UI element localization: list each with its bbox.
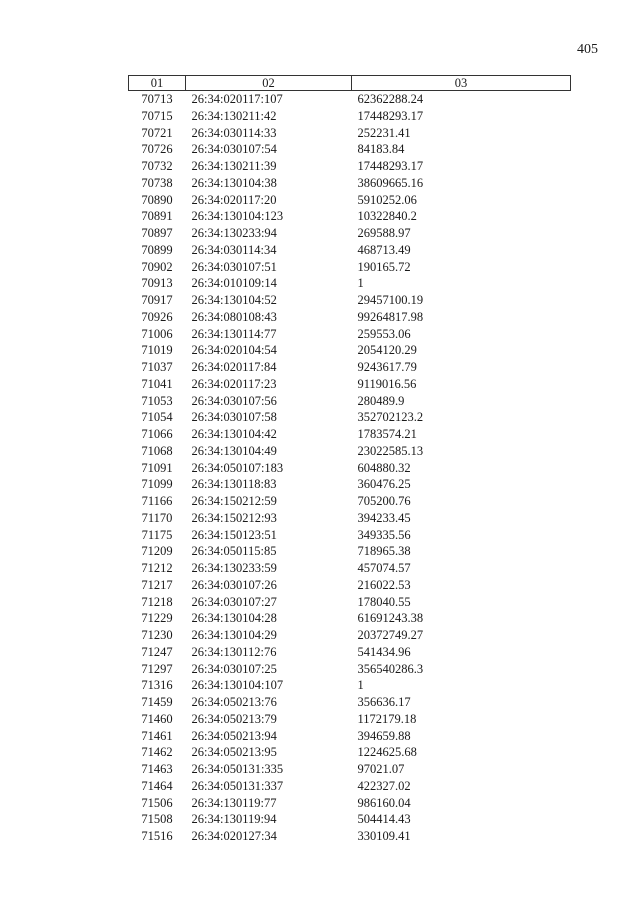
value-cell: 17448293.17 — [357, 108, 424, 123]
cadastral-number-cell: 26:34:020117:23 — [191, 376, 277, 391]
table-row — [129, 91, 571, 108]
row-number-cell: 71316 — [141, 678, 173, 693]
row-number-cell: 70721 — [141, 125, 173, 140]
cadastral-number-cell: 26:34:130104:38 — [191, 175, 277, 190]
cadastral-number-cell: 26:34:030107:26 — [191, 577, 277, 592]
row-number-cell: 71463 — [141, 762, 173, 776]
table-row — [129, 527, 571, 544]
value-cell: 17448293.17 — [357, 159, 424, 173]
row-number-cell: 71053 — [141, 393, 173, 408]
cadastral-number-cell: 26:34:030107:25 — [191, 661, 277, 676]
row-number-cell: 71175 — [141, 527, 173, 542]
row-number-cell: 71297 — [141, 661, 173, 676]
table-row — [129, 125, 571, 142]
cadastral-number-cell: 26:34:150212:59 — [191, 494, 277, 508]
value-cell: 23022585.13 — [357, 443, 424, 458]
table-row — [129, 108, 571, 125]
row-number-cell: 71068 — [141, 443, 173, 458]
row-number-cell: 70713 — [141, 92, 173, 106]
cadastral-number-cell: 26:34:130104:107 — [191, 678, 284, 693]
row-number-cell: 71209 — [141, 544, 173, 559]
table-row — [129, 795, 571, 812]
cadastral-number-cell: 26:34:130233:94 — [191, 226, 277, 240]
value-cell: 252231.41 — [357, 125, 411, 140]
table-row — [129, 560, 571, 577]
cadastral-number-cell: 26:34:050115:85 — [191, 544, 277, 559]
cadastral-number-cell: 26:34:130104:52 — [191, 293, 277, 307]
cadastral-number-cell: 26:34:030107:56 — [191, 393, 277, 408]
value-cell: 356540286.3 — [357, 661, 424, 676]
table-row — [129, 543, 571, 560]
column-header-02: 02 — [186, 76, 352, 91]
row-number-cell: 71091 — [141, 460, 173, 475]
row-number-cell: 70913 — [141, 276, 173, 291]
table-row — [129, 610, 571, 627]
row-number-cell: 71508 — [141, 812, 173, 827]
value-cell: 986160.04 — [357, 795, 411, 810]
cadastral-number-cell: 26:34:130114:77 — [191, 326, 277, 341]
cadastral-number-cell: 26:34:130118:83 — [191, 477, 277, 492]
table-row — [129, 309, 571, 326]
table-row — [129, 711, 571, 728]
row-number-cell: 71459 — [141, 695, 173, 709]
value-cell: 356636.17 — [357, 695, 411, 709]
value-cell: 330109.41 — [357, 829, 411, 843]
cadastral-number-cell: 26:34:130233:59 — [191, 561, 277, 575]
table-row — [129, 141, 571, 158]
cadastral-number-cell: 26:34:130211:39 — [191, 159, 277, 173]
value-cell: 422327.02 — [357, 778, 411, 793]
value-cell: 61691243.38 — [357, 611, 424, 626]
value-cell: 604880.32 — [357, 460, 411, 475]
table-row — [129, 778, 571, 795]
cadastral-number-cell: 26:34:130104:123 — [191, 209, 284, 224]
cadastral-number-cell: 26:34:050213:79 — [191, 711, 277, 726]
cadastral-number-cell: 26:34:130119:94 — [191, 812, 277, 827]
value-cell: 62362288.24 — [357, 92, 424, 106]
row-number-cell: 70917 — [141, 293, 173, 307]
cadastral-number-cell: 26:34:150123:51 — [191, 527, 277, 542]
value-cell: 269588.97 — [357, 226, 411, 240]
cadastral-number-cell: 26:34:030107:58 — [191, 410, 277, 425]
value-cell: 1224625.68 — [357, 745, 417, 760]
table-row — [129, 828, 571, 845]
row-number-cell: 71037 — [141, 360, 173, 374]
value-cell: 190165.72 — [357, 259, 411, 274]
value-cell: 84183.84 — [357, 142, 405, 157]
table-row — [129, 409, 571, 426]
cadastral-number-cell: 26:34:050131:335 — [191, 762, 284, 776]
row-number-cell: 70926 — [141, 309, 173, 324]
table-row — [129, 627, 571, 644]
row-number-cell: 71461 — [141, 728, 173, 743]
table-row — [129, 443, 571, 460]
table-row — [129, 677, 571, 694]
cadastral-number-cell: 26:34:130119:77 — [191, 795, 277, 810]
table-row — [129, 510, 571, 527]
table-row — [129, 744, 571, 761]
row-number-cell: 71462 — [141, 745, 173, 760]
row-number-cell: 70890 — [141, 192, 173, 207]
table-row — [129, 811, 571, 828]
cadastral-number-cell: 26:34:050213:76 — [191, 695, 277, 709]
cadastral-number-cell: 26:34:030107:54 — [191, 142, 277, 157]
table-row — [129, 594, 571, 611]
value-cell: 20372749.27 — [357, 628, 424, 642]
table-row — [129, 476, 571, 493]
table-row — [129, 158, 571, 175]
value-cell: 9243617.79 — [357, 360, 417, 374]
value-cell: 541434.96 — [357, 644, 411, 659]
cadastral-number-cell: 26:34:080108:43 — [191, 309, 277, 324]
row-number-cell: 71506 — [141, 795, 173, 810]
cadastral-number-cell: 26:34:050131:337 — [191, 778, 284, 793]
row-number-cell: 71218 — [141, 594, 173, 609]
row-number-cell: 71212 — [141, 561, 173, 575]
value-cell: 97021.07 — [357, 762, 405, 776]
table-row — [129, 694, 571, 711]
table-body — [129, 91, 571, 845]
cadastral-number-cell: 26:34:050107:183 — [191, 460, 284, 475]
value-cell: 10322840.2 — [357, 209, 417, 224]
table-row — [129, 275, 571, 292]
value-cell: 1172179.18 — [357, 711, 417, 726]
cadastral-number-cell: 26:34:130104:28 — [191, 611, 277, 626]
table-row — [129, 728, 571, 745]
cadastral-number-cell: 26:34:010109:14 — [191, 276, 277, 291]
table-row — [129, 259, 571, 276]
value-cell: 1 — [357, 276, 364, 291]
data-table — [128, 75, 571, 845]
value-cell: 394233.45 — [357, 510, 411, 525]
cadastral-number-cell: 26:34:130104:29 — [191, 628, 277, 642]
column-header-03: 03 — [352, 76, 571, 91]
row-number-cell: 71019 — [141, 343, 173, 358]
cadastral-number-cell: 26:34:030114:33 — [191, 125, 277, 140]
row-number-cell: 71041 — [141, 376, 173, 391]
value-cell: 178040.55 — [357, 594, 411, 609]
row-number-cell: 70738 — [141, 175, 173, 190]
value-cell: 718965.38 — [357, 544, 411, 559]
table-row — [129, 577, 571, 594]
table-row — [129, 208, 571, 225]
cadastral-number-cell: 26:34:050213:95 — [191, 745, 277, 760]
cadastral-number-cell: 26:34:130211:42 — [191, 108, 277, 123]
value-cell: 2054120.29 — [357, 343, 417, 358]
table-row — [129, 359, 571, 376]
value-cell: 394659.88 — [357, 728, 411, 743]
value-cell: 9119016.56 — [357, 376, 417, 391]
table-row — [129, 393, 571, 410]
value-cell: 504414.43 — [357, 812, 411, 827]
table-row — [129, 242, 571, 259]
value-cell: 29457100.19 — [357, 293, 424, 307]
row-number-cell: 71006 — [141, 326, 173, 341]
table-row — [129, 225, 571, 242]
value-cell: 360476.25 — [357, 477, 411, 492]
value-cell: 705200.76 — [357, 494, 411, 508]
table-row — [129, 342, 571, 359]
cadastral-number-cell: 26:34:020104:54 — [191, 343, 277, 358]
table-row — [129, 661, 571, 678]
row-number-cell: 70732 — [141, 159, 173, 173]
table-row — [129, 175, 571, 192]
cadastral-number-cell: 26:34:130104:49 — [191, 443, 277, 458]
value-cell: 349335.56 — [357, 527, 411, 542]
table-row — [129, 426, 571, 443]
table-row — [129, 292, 571, 309]
cadastral-number-cell: 26:34:020117:107 — [191, 92, 283, 106]
table-row — [129, 326, 571, 343]
value-cell: 5910252.06 — [357, 192, 417, 207]
row-number-cell: 71230 — [141, 628, 173, 642]
cadastral-number-cell: 26:34:020117:84 — [191, 360, 277, 374]
row-number-cell: 71460 — [141, 711, 173, 726]
row-number-cell: 71054 — [141, 410, 173, 425]
row-number-cell: 71170 — [141, 510, 173, 525]
cadastral-number-cell: 26:34:130104:42 — [191, 427, 277, 441]
row-number-cell: 70897 — [141, 226, 173, 240]
row-number-cell: 71099 — [141, 477, 173, 492]
table-row — [129, 192, 571, 209]
page-number: 405 — [577, 42, 598, 57]
table-row — [129, 460, 571, 477]
column-header-01: 01 — [129, 76, 186, 91]
cadastral-number-cell: 26:34:050213:94 — [191, 728, 277, 743]
cadastral-number-cell: 26:34:030114:34 — [191, 242, 277, 257]
row-number-cell: 70726 — [141, 142, 173, 157]
row-number-cell: 71217 — [141, 577, 173, 592]
value-cell: 1783574.21 — [357, 427, 417, 441]
value-cell: 352702123.2 — [357, 410, 424, 425]
value-cell: 216022.53 — [357, 577, 411, 592]
cadastral-number-cell: 26:34:030107:51 — [191, 259, 277, 274]
cadastral-number-cell: 26:34:020117:20 — [191, 192, 277, 207]
row-number-cell: 71066 — [141, 427, 173, 441]
table-row — [129, 376, 571, 393]
row-number-cell: 71516 — [141, 829, 173, 843]
cadastral-number-cell: 26:34:030107:27 — [191, 594, 277, 609]
value-cell: 468713.49 — [357, 242, 411, 257]
table-header-row — [129, 76, 571, 91]
value-cell: 38609665.16 — [357, 175, 424, 190]
row-number-cell: 70899 — [141, 242, 173, 257]
row-number-cell: 71229 — [141, 611, 173, 626]
table-row — [129, 644, 571, 661]
value-cell: 457074.57 — [357, 561, 411, 575]
value-cell: 259553.06 — [357, 326, 411, 341]
value-cell: 280489.9 — [357, 393, 405, 408]
row-number-cell: 71166 — [141, 494, 173, 508]
row-number-cell: 71464 — [141, 778, 173, 793]
cadastral-number-cell: 26:34:130112:76 — [191, 644, 277, 659]
cadastral-number-cell: 26:34:020127:34 — [191, 829, 277, 843]
row-number-cell: 70715 — [141, 108, 173, 123]
row-number-cell: 70902 — [141, 259, 173, 274]
row-number-cell: 71247 — [141, 644, 173, 659]
cadastral-number-cell: 26:34:150212:93 — [191, 510, 277, 525]
value-cell: 1 — [357, 678, 364, 693]
table-row — [129, 761, 571, 778]
value-cell: 99264817.98 — [357, 309, 424, 324]
row-number-cell: 70891 — [141, 209, 173, 224]
table-row — [129, 493, 571, 510]
